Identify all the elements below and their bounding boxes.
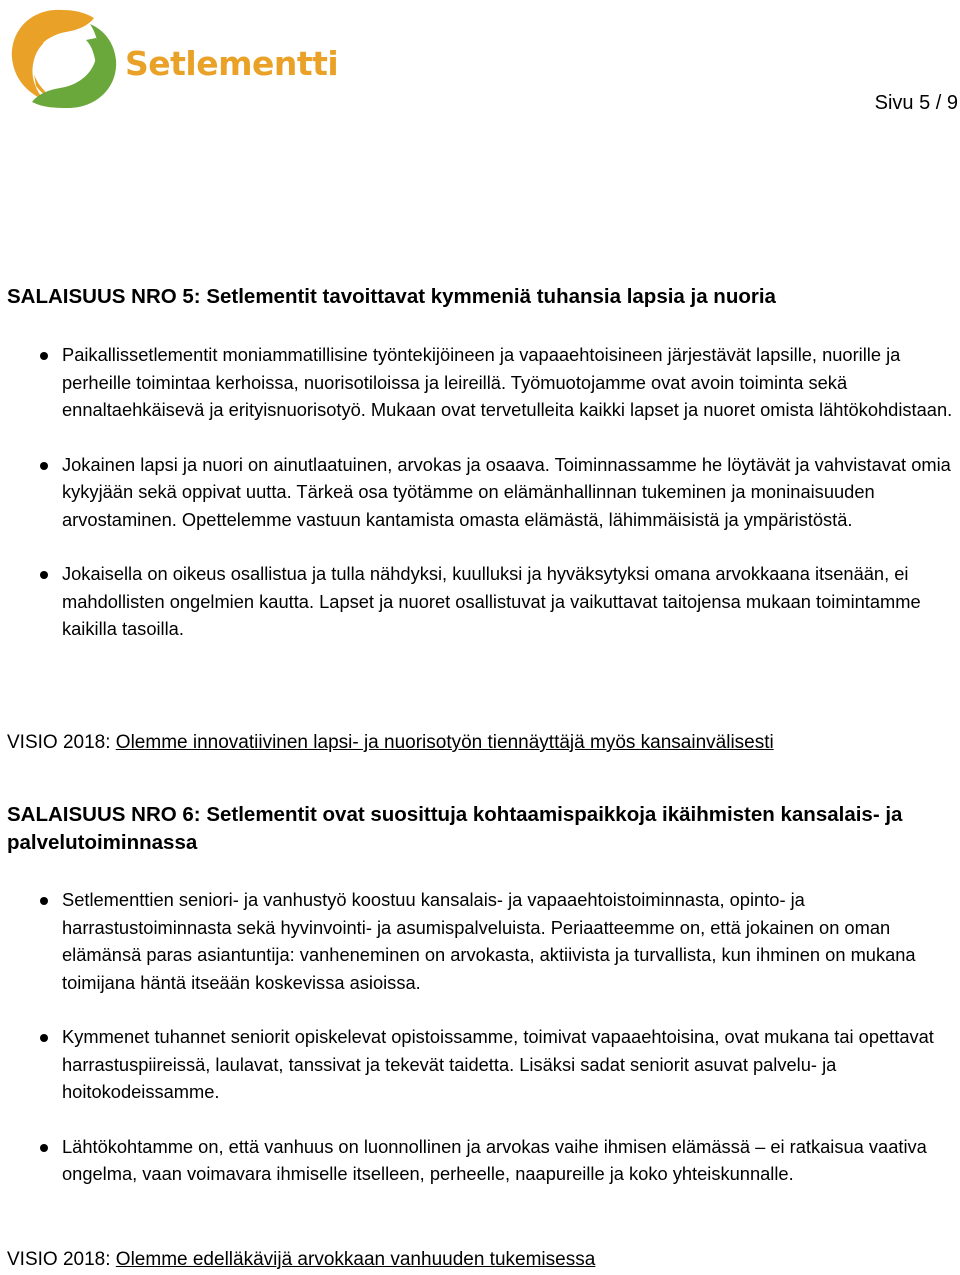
vision-text: Olemme innovatiivinen lapsi- ja nuorisotyön tiennäyttäjä myös kansainvälisesti bbox=[115, 732, 774, 753]
section-6-title: SALAISUUS NRO 6: Setlementit ovat suosittuja kohtaamispaikkoja ikäihmisten kansalais- ja palvelutoiminnassa bbox=[7, 803, 903, 854]
list-item bbox=[0, 451, 960, 534]
setlementti-logo bbox=[4, 4, 339, 116]
vision-2018-seniors bbox=[7, 1247, 595, 1273]
list-item bbox=[0, 1023, 960, 1106]
section-5-title: SALAISUUS NRO 5: Setlementit tavoittavat kymmeniä tuhansia lapsia ja nuoria bbox=[7, 285, 776, 308]
vision-label: VISIO 2018: bbox=[7, 732, 111, 753]
list-item-text: Kymmenet tuhannet seniorit opiskelevat opistoissamme, toimivat vapaaehtoisina, ovat mukana tai opettavat harrastuspiireissä, laulavat, tanssivat ja tekevät taidetta. Lisäksi sadat seniorit asuvat palvelu- ja hoitokodeissamme. bbox=[62, 1026, 934, 1102]
list-item bbox=[0, 1133, 960, 1188]
bullet-icon bbox=[40, 897, 48, 905]
page-number: Sivu 5 / 9 bbox=[874, 92, 958, 114]
bullet-icon bbox=[40, 1034, 48, 1042]
section-5-bullet-list bbox=[0, 341, 960, 670]
list-item bbox=[0, 560, 960, 643]
vision-label: VISIO 2018: bbox=[7, 1249, 111, 1270]
bullet-icon bbox=[40, 462, 48, 470]
list-item-text: Jokaisella on oikeus osallistua ja tulla nähdyksi, kuulluksi ja hyväksytyksi omana arvokkaana itsenään, ei mahdollisten ongelmien kautta. Lapset ja nuoret osallistuvat ja vaikuttavat taitojensa mukaan toimintamme kaikilla tasoilla. bbox=[62, 563, 921, 639]
hands-logo-icon bbox=[4, 4, 122, 112]
bullet-icon bbox=[40, 1144, 48, 1152]
list-item bbox=[0, 341, 960, 424]
bullet-icon bbox=[40, 352, 48, 360]
bullet-icon bbox=[40, 571, 48, 579]
list-item-text: Paikallissetlementit moniammatillisine työntekijöineen ja vapaaehtoisineen järjestävät lapsille, nuorille ja perheille toimintaa kerhoissa, nuorisotiloissa ja leireillä. Työmuotojamme ovat avoin toiminta sekä ennaltaehkäisevä ja erityisnuorisotyö. Mukaan ovat tervetulleita kaikki lapset ja nuoret omista lähtökohdistaan. bbox=[62, 344, 953, 420]
logo-wordmark: Setlementti bbox=[125, 44, 339, 83]
list-item-text: Jokainen lapsi ja nuori on ainutlaatuinen, arvokas ja osaava. Toiminnassamme he löytävät ja vahvistavat omia kykyjään sekä oppivat uutta. Tärkeä osa työtämme on elämänhallinnan tukeminen ja moninaisuuden arvostaminen. Opettelemme vastuun kantamista omasta elämästä, lähimmäisistä ja ympäristöstä. bbox=[62, 453, 951, 530]
vision-text: Olemme edelläkävijä arvokkaan vanhuuden tukemisessa bbox=[115, 1249, 596, 1270]
section-6-bullet-list bbox=[0, 886, 960, 1215]
list-item bbox=[0, 886, 960, 996]
list-item-text: Setlementtien seniori- ja vanhustyö koostuu kansalais- ja vapaaehtoistoiminnasta, opinto- ja harrastustoiminnasta sekä hyvinvointi- ja asumispalveluista. Periaatteemme on, että jokainen on oman elämänsä paras asiantuntija: vanheneminen on arvokasta, aktiivista ja turvallista, kun ihminen on mukana toimijana häntä itseään koskevissa asioissa. bbox=[62, 889, 916, 993]
vision-2018-children bbox=[7, 730, 774, 756]
list-item-text: Lähtökohtamme on, että vanhuus on luonnollinen ja arvokas vaihe ihmisen elämässä – ei ratkaisua vaativa ongelma, vaan voimavara ihmiselle itselleen, perheelle, naapureille ja koko yhteiskunnalle. bbox=[62, 1135, 927, 1184]
